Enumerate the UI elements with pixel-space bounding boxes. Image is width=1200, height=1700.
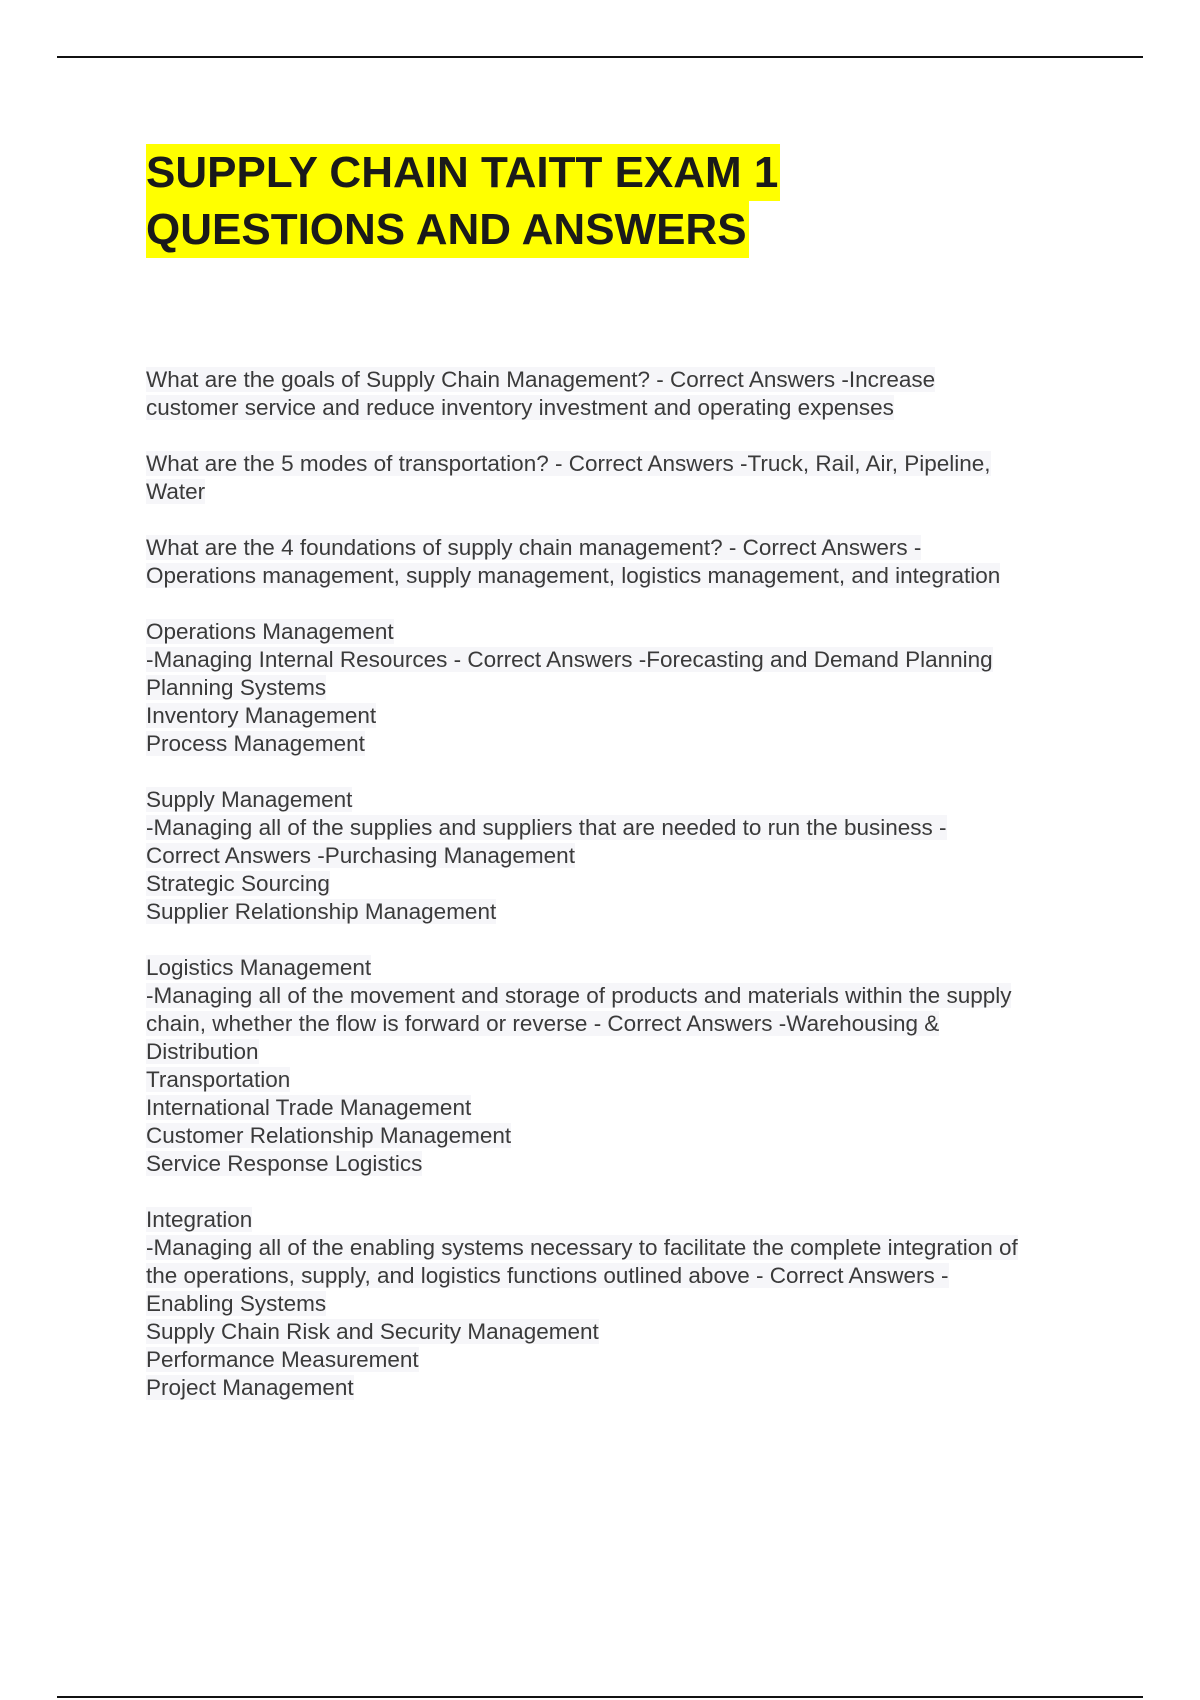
text-line: Enabling Systems bbox=[146, 1291, 327, 1316]
bottom-rule bbox=[57, 1696, 1143, 1698]
text-line: the operations, supply, and logistics functions outlined above - Correct Answers - bbox=[146, 1263, 949, 1288]
text-line: Logistics Management bbox=[146, 955, 372, 980]
text-line: Process Management bbox=[146, 731, 365, 756]
qa-transport-modes bbox=[146, 450, 1106, 506]
text-line: Water bbox=[146, 479, 206, 504]
text-line: -Managing all of the supplies and suppliers that are needed to run the business - bbox=[146, 815, 947, 840]
text-line: Customer Relationship Management bbox=[146, 1123, 512, 1148]
title-line-1: SUPPLY CHAIN TAITT EXAM 1 bbox=[146, 144, 780, 201]
qa-content bbox=[146, 366, 1106, 1430]
text-line: -Managing Internal Resources - Correct Answers -Forecasting and Demand Planning bbox=[146, 647, 993, 672]
text-line: -Managing all of the movement and storage of products and materials within the supply bbox=[146, 983, 1012, 1008]
qa-supply-management bbox=[146, 786, 1106, 926]
text-line: Operations Management bbox=[146, 619, 394, 644]
qa-goals bbox=[146, 366, 1106, 422]
text-line: What are the 5 modes of transportation? - Correct Answers -Truck, Rail, Air, Pipeline, bbox=[146, 451, 991, 476]
text-line: Operations management, supply management, logistics management, and integration bbox=[146, 563, 1001, 588]
qa-operations-management bbox=[146, 618, 1106, 758]
text-line: Strategic Sourcing bbox=[146, 871, 330, 896]
text-line: What are the goals of Supply Chain Management? - Correct Answers -Increase bbox=[146, 367, 936, 392]
text-line: Service Response Logistics bbox=[146, 1151, 423, 1176]
text-line: International Trade Management bbox=[146, 1095, 472, 1120]
text-line: customer service and reduce inventory investment and operating expenses bbox=[146, 395, 894, 420]
text-line: Distribution bbox=[146, 1039, 259, 1064]
document-title bbox=[146, 144, 780, 258]
text-line: -Managing all of the enabling systems necessary to facilitate the complete integration of bbox=[146, 1235, 1018, 1260]
text-line: Integration bbox=[146, 1207, 253, 1232]
text-line: Inventory Management bbox=[146, 703, 377, 728]
qa-foundations bbox=[146, 534, 1106, 590]
text-line: chain, whether the flow is forward or reverse - Correct Answers -Warehousing & bbox=[146, 1011, 940, 1036]
text-line: Project Management bbox=[146, 1375, 354, 1400]
text-line: Transportation bbox=[146, 1067, 291, 1092]
title-line-2: QUESTIONS AND ANSWERS bbox=[146, 201, 749, 258]
text-line: What are the 4 foundations of supply chain management? - Correct Answers - bbox=[146, 535, 922, 560]
qa-logistics-management bbox=[146, 954, 1106, 1178]
text-line: Supplier Relationship Management bbox=[146, 899, 497, 924]
text-line: Performance Measurement bbox=[146, 1347, 419, 1372]
text-line: Supply Chain Risk and Security Management bbox=[146, 1319, 599, 1344]
top-rule bbox=[57, 56, 1143, 58]
text-line: Planning Systems bbox=[146, 675, 327, 700]
qa-integration bbox=[146, 1206, 1106, 1402]
text-line: Supply Management bbox=[146, 787, 353, 812]
text-line: Correct Answers -Purchasing Management bbox=[146, 843, 575, 868]
